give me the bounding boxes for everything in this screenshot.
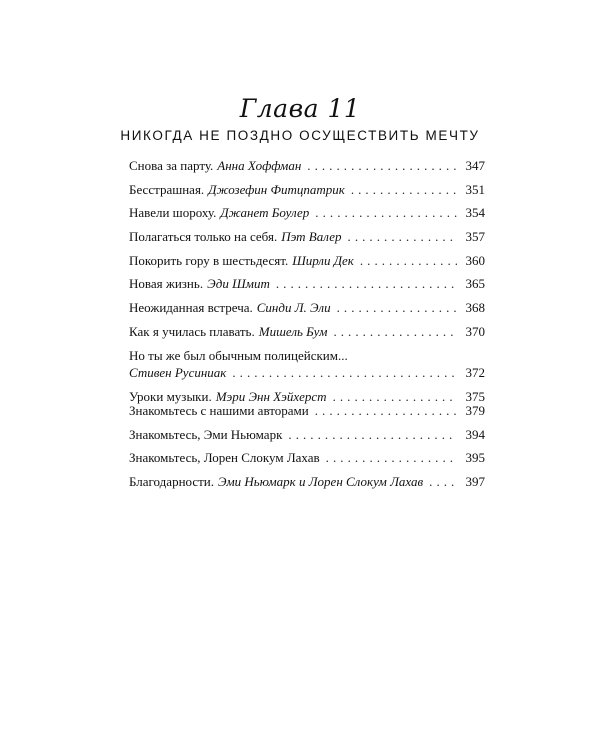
entry-author: Джанет Боулер (220, 205, 310, 221)
toc-entry[interactable] (129, 449, 485, 473)
dot-leader (337, 299, 457, 317)
entry-author: Анна Хоффман (217, 158, 302, 173)
entry-title: Знакомьтесь с нашими авторами (129, 403, 309, 418)
chapter-subtitle: НИКОГДА НЕ ПОЗДНО ОСУЩЕСТВИТЬ МЕЧТУ (120, 128, 480, 143)
entry-page: 347 (465, 158, 485, 173)
entry-page: 397 (465, 474, 485, 490)
entry-second-line (129, 364, 485, 382)
entry-author: Эми Ньюмарк и Лорен Слокум Лахав (218, 474, 424, 490)
toc-entry[interactable] (129, 204, 485, 228)
entry-title: Неожиданная встреча. (129, 300, 253, 316)
entry-author: Синди Л. Эли (256, 300, 331, 316)
dot-leader (307, 157, 457, 175)
dot-leader (348, 228, 457, 246)
toc-entry[interactable] (129, 402, 485, 426)
toc-entry[interactable] (129, 157, 485, 181)
entry-title: Знакомьтесь, Лорен Слокум Лахав (129, 450, 320, 466)
entry-page: 351 (465, 181, 485, 197)
entry-page: 360 (465, 252, 485, 268)
entry-author: Стивен Русиниак (129, 364, 227, 380)
entry-title: Как я училась плавать. (129, 323, 255, 339)
toc-entry[interactable] (129, 299, 485, 323)
entry-page: 357 (465, 229, 485, 245)
dot-leader (326, 449, 457, 467)
entry-page: 365 (465, 276, 485, 292)
dot-leader (333, 323, 457, 341)
toc-list (129, 157, 485, 411)
entry-page: 372 (465, 364, 485, 380)
entry-page: 368 (465, 300, 485, 316)
entry-title: Благодарности. (129, 474, 215, 490)
entry-title: Навели шороху. (129, 205, 217, 221)
entry-author: Мэри Энн Хэйхерст (215, 388, 327, 404)
entry-page: 375 (465, 388, 485, 404)
dot-leader (360, 252, 457, 270)
toc-entry[interactable] (129, 275, 485, 299)
toc-entry[interactable] (129, 347, 485, 382)
toc-entry[interactable] (129, 323, 485, 347)
entry-page: 354 (465, 205, 485, 221)
dot-leader (429, 473, 457, 491)
entry-author: Пэт Валер (281, 229, 342, 245)
toc-entry[interactable] (129, 426, 485, 450)
dot-leader (315, 204, 457, 222)
toc-entry[interactable] (129, 473, 485, 497)
entry-title: Полагаться только на себя. (129, 229, 278, 245)
toc-entry[interactable] (129, 181, 485, 205)
entry-author: Ширли Дек (292, 252, 354, 268)
entry-title: Уроки музыки. (129, 388, 212, 404)
entry-title: Снова за парту. (129, 158, 214, 173)
entry-author: Джозефин Фитцпатрик (208, 181, 345, 197)
entry-page: 395 (465, 450, 485, 466)
chapter-title: Глава 11 (239, 94, 361, 123)
dot-leader (315, 402, 457, 420)
dot-leader (288, 426, 457, 444)
toc-appendix-list (129, 402, 485, 497)
entry-title: Покорить гору в шестьдесят. (129, 252, 289, 268)
entry-title: Но ты же был обычным полицейским... (129, 347, 348, 363)
toc-entry[interactable] (129, 252, 485, 276)
dot-leader (276, 275, 457, 293)
dot-leader (351, 181, 457, 199)
entry-author: Эди Шмит (207, 276, 270, 292)
dot-leader (232, 364, 457, 382)
entry-page: 370 (465, 323, 485, 339)
entry-page: 394 (465, 426, 485, 442)
toc-entry[interactable] (129, 228, 485, 252)
entry-title: Знакомьтесь, Эми Ньюмарк (129, 426, 283, 442)
entry-title: Бесстрашная. (129, 181, 205, 197)
entry-page: 379 (465, 403, 485, 418)
entry-title: Новая жизнь. (129, 276, 204, 292)
entry-author: Мишель Бум (258, 323, 328, 339)
